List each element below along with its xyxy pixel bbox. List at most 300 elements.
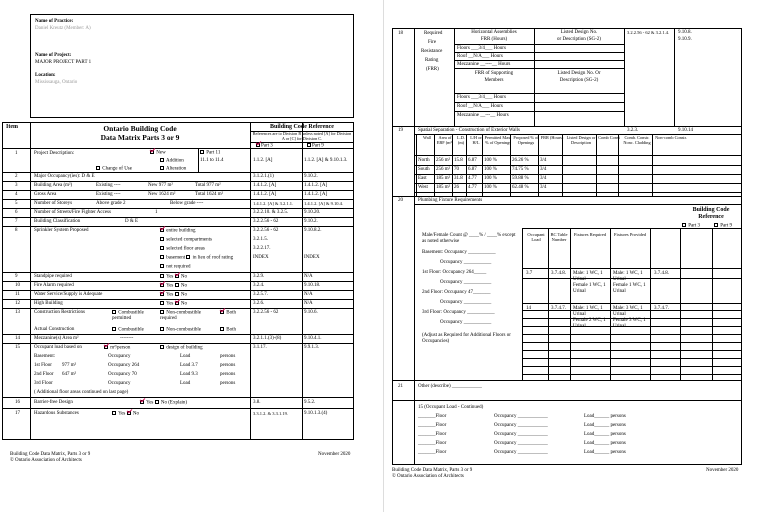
cont-occupancy[interactable]: Occupancy ____________ xyxy=(494,441,548,446)
ref-part3: 3.2.9. xyxy=(253,274,265,279)
spatial-cell[interactable]: 100 % xyxy=(484,167,497,172)
m2-person-checkbox[interactable] xyxy=(104,345,108,349)
opt-part11: Part 11 xyxy=(200,150,220,156)
yes-no: Yes No xyxy=(160,274,187,280)
ref-part9: 9.9.1.3. xyxy=(304,345,319,350)
spatial-cell[interactable]: 70 xyxy=(454,167,459,172)
selected-floor-checkbox[interactable] xyxy=(160,246,164,250)
ref-part3: 1.1.2. [A] xyxy=(253,158,273,163)
row-number: 8 xyxy=(15,228,18,233)
basement-occ[interactable]: Basement: Occupancy ___________ xyxy=(422,250,496,255)
row-number: 16 xyxy=(15,400,20,405)
ref-part3: 3.2.5.7. xyxy=(253,292,268,297)
project-header-box xyxy=(30,14,354,118)
persons-label: persons xyxy=(220,381,236,386)
frr-label: Fire xyxy=(428,40,437,45)
actual-noncombustible-checkbox[interactable] xyxy=(160,327,164,331)
cont-occupancy[interactable]: Occupancy ____________ xyxy=(494,423,548,428)
spatial-col-header: Non-comb Constr. xyxy=(655,135,687,140)
actual-construction-label: Actual Construction xyxy=(34,327,75,332)
spatial-cell[interactable]: 59.88 % xyxy=(512,176,529,181)
first-floor-occ2[interactable]: Occupancy ___________ xyxy=(440,280,492,285)
row-number: 13 xyxy=(15,310,20,315)
ref-part9: 1.4.1.2. [A] xyxy=(304,192,328,197)
yes-no: Yes No xyxy=(112,411,139,417)
part9-checkbox[interactable] xyxy=(307,143,311,147)
ref-part3: 3.3.1.2. & 3.3.1.19. xyxy=(253,411,289,416)
second-floor-occ[interactable]: 2nd Floor: Occupancy 47_______ xyxy=(422,290,491,295)
row-number: 19 xyxy=(398,128,403,133)
no-checkbox[interactable] xyxy=(175,301,179,305)
second-floor-occ2[interactable]: Occupancy ___________ xyxy=(440,300,492,305)
spatial-cell[interactable]: 4.77 xyxy=(468,185,477,190)
change-of-use-checkbox[interactable] xyxy=(96,166,100,170)
ref-part3: 3.2.4. xyxy=(253,283,265,288)
ref-part9: INDEX xyxy=(304,255,320,260)
ref-part9: 9.10.9. xyxy=(678,37,692,42)
no-checkbox[interactable] xyxy=(155,400,159,404)
row-number: 17 xyxy=(15,411,20,416)
addition-checkbox[interactable] xyxy=(160,158,164,162)
roof-rating-checkbox[interactable] xyxy=(186,255,190,259)
construction-opt: Non-combustible required xyxy=(160,310,201,322)
opt-alteration: Alteration xyxy=(160,166,186,172)
fixtures-provided[interactable]: Male: 3 WC, 1 Urinal xyxy=(613,306,643,317)
plumbing-load[interactable]: 3.7 xyxy=(526,271,533,276)
part9-opt: Part 9 xyxy=(714,223,732,229)
floors-supporting[interactable]: Floors ___3/4___ Hours xyxy=(457,95,506,100)
horizontal-assemblies-header: Horizontal Assemblies xyxy=(471,30,517,35)
footer-date: November 2020 xyxy=(318,452,351,457)
row-number: 12 xyxy=(15,301,20,306)
total-field[interactable]: Total 1624 m² xyxy=(195,192,224,197)
spatial-cell[interactable]: 62.48 % xyxy=(512,185,529,190)
third-floor-occ2[interactable]: Occupancy ___________ xyxy=(440,320,492,325)
fixtures-provided[interactable]: Female 3 WC, 1 Urinal xyxy=(613,318,646,329)
yes-checkbox[interactable] xyxy=(140,400,144,404)
listed-design-header: Listed Design No. Or xyxy=(557,71,601,76)
roof-supporting[interactable]: Roof __N/A___ Hours xyxy=(457,104,503,109)
spatial-cell[interactable]: 3/4 xyxy=(540,176,547,181)
spatial-cell[interactable]: 100 % xyxy=(484,185,497,190)
row-label: Plumbing Fixture Requirements xyxy=(418,198,483,203)
spatial-cell[interactable]: 100 % xyxy=(484,158,497,163)
spatial-cell[interactable]: 256 m² xyxy=(436,158,451,163)
row-number: 15 xyxy=(15,345,20,350)
item-header: Item xyxy=(6,124,18,130)
floors-frr[interactable]: Floors ___3/4___ Hours xyxy=(457,46,506,51)
plumbing-ref: 3.7.4.8. xyxy=(654,271,669,276)
cont-floor[interactable]: _______Floor xyxy=(418,432,447,437)
ref-part3: 3.2.2.56 - 62 xyxy=(253,310,279,315)
frr-label: Required xyxy=(424,31,443,36)
sprinkler-opt: not required xyxy=(160,264,191,270)
load-label: Load xyxy=(180,381,191,386)
new-field[interactable]: New 1624 m² xyxy=(148,192,176,197)
fixtures-required[interactable]: Male: 1 WC, 1 Urinal xyxy=(573,306,603,317)
cont-load[interactable]: Load______ persons xyxy=(584,441,626,446)
location-label: Location: xyxy=(35,73,56,78)
plumbing-table-number[interactable]: 3.7.4.7. xyxy=(551,306,566,311)
third-floor-occ[interactable]: 3rd Floor: Occupancy ___________ xyxy=(422,310,495,315)
spatial-cell[interactable]: 6.87 xyxy=(468,158,477,163)
yes-no: Yes No xyxy=(160,292,187,298)
plumbing-load[interactable]: 14 xyxy=(526,306,531,311)
part11-range: 11.1 to 11.4 xyxy=(200,158,224,163)
ref-part9: 9.10.20. xyxy=(304,210,321,215)
row-number: 1 xyxy=(15,151,18,156)
ref-part9: N/A xyxy=(304,292,313,297)
cont-floor[interactable]: _______Floor xyxy=(418,414,447,419)
row-label: Major Occupancy(ies): D & E xyxy=(34,174,95,179)
actual-opt: Both xyxy=(220,327,236,333)
sprinkler-opt: basement in lieu of roof rating xyxy=(160,255,233,261)
frr-supporting-header: FRR of Supporting xyxy=(474,71,514,76)
floor-area: 977 m² xyxy=(62,363,77,368)
row-number: 10 xyxy=(15,283,20,288)
floor-area: 647 m² xyxy=(62,372,77,377)
floor-label: 3rd Floor xyxy=(34,381,53,386)
spatial-col-header: Proposed % of Openings xyxy=(513,135,539,145)
not-required-checkbox[interactable] xyxy=(160,264,164,268)
continued-label: 15 (Occupant Load - Continued) xyxy=(418,405,484,410)
part3-header: Part 3 xyxy=(256,143,273,149)
cont-load[interactable]: Load______ persons xyxy=(584,414,626,419)
spatial-cell[interactable]: 185 m² xyxy=(436,185,451,190)
yes-no: Yes No (Explain) xyxy=(140,400,187,406)
roof-frr[interactable]: Roof __N/A___ Hours xyxy=(457,54,503,59)
ref-part9: N/A xyxy=(304,301,313,306)
spatial-cell[interactable]: 3/4 xyxy=(540,158,547,163)
row-label: Construction Restrictions xyxy=(34,310,85,315)
spatial-cell[interactable]: 256 m² xyxy=(436,167,451,172)
ref-part3: INDEX xyxy=(253,255,269,260)
load-field[interactable]: Load 3.7 xyxy=(180,363,198,368)
row-label: Standpipe required xyxy=(34,274,72,279)
spatial-cell[interactable]: West xyxy=(418,185,428,190)
row-number: 2 xyxy=(15,174,18,179)
existing-field[interactable]: Existing ---- xyxy=(96,183,121,188)
row-value[interactable]: 1 xyxy=(155,210,158,215)
spatial-cell[interactable]: North xyxy=(418,158,430,163)
ref-part3: 1.4.1.2. [A] & 3.2.1.1. xyxy=(253,201,294,206)
cont-floor[interactable]: _______Floor xyxy=(418,441,447,446)
persons-label: persons xyxy=(220,363,236,368)
ref-part9: 1.4.1.2. [A] & 9.10.4. xyxy=(304,201,343,206)
footer-title: Building Code Data Matrix, Parts 3 or 9 xyxy=(10,452,91,457)
occupancy-label: Occupancy xyxy=(108,354,131,359)
alteration-checkbox[interactable] xyxy=(160,166,164,170)
row-label: Water Service/Supply is Adequate xyxy=(34,292,103,297)
adjust-note: (Adjust as Required for Additional Floors or Occupancies) xyxy=(422,333,511,344)
yes-checkbox[interactable] xyxy=(160,283,164,287)
ref-part9: 9.10.1.3.(4) xyxy=(304,411,328,416)
actual-opt: Non-combustible xyxy=(160,327,201,333)
fixtures-provided[interactable]: Female 1 WC, 1 Urinal xyxy=(613,283,646,294)
no-checkbox[interactable] xyxy=(175,292,179,296)
entire-building-checkbox[interactable] xyxy=(160,228,164,232)
cont-load[interactable]: Load______ persons xyxy=(584,423,626,428)
spatial-cell[interactable]: 3/4 xyxy=(540,167,547,172)
yes-checkbox[interactable] xyxy=(160,301,164,305)
actual-both-checkbox[interactable] xyxy=(220,327,224,331)
row-number: 20 xyxy=(398,198,403,203)
opt-addition: Addition xyxy=(160,158,184,164)
cont-load[interactable]: Load______ persons xyxy=(584,432,626,437)
ref-part3: 3.2.2.17. xyxy=(253,246,271,251)
spatial-col-header: L/H or H/L xyxy=(470,135,482,145)
mezzanine-supporting[interactable]: Mezzanine __---__ Hours xyxy=(457,113,509,118)
load-field[interactable]: Load 9.3 xyxy=(180,372,198,377)
occupancy-field[interactable]: Occupancy 70 xyxy=(108,372,137,377)
new-checkbox[interactable] xyxy=(150,150,154,154)
row-value[interactable]: -------- xyxy=(120,336,134,341)
occupant-opt: m²/person xyxy=(104,345,130,351)
spatial-col-header: Permitted Max. % of Openings xyxy=(484,135,512,145)
spatial-col-header: Wall xyxy=(422,135,431,140)
continued-note: ( Additional floor areas continued on last page) xyxy=(34,390,129,395)
design-building-checkbox[interactable] xyxy=(160,345,164,349)
occupancy-field[interactable]: Occupancy 264 xyxy=(108,363,140,368)
row-label: Hazardous Substances xyxy=(34,411,79,416)
spatial-col-header: L.D. (m) xyxy=(457,135,465,145)
existing-field[interactable]: Existing ---- xyxy=(96,192,121,197)
plumbing-col-header: Fixtures Provided xyxy=(613,232,647,237)
row-label: Mezzanine(s) Area m² xyxy=(34,336,79,341)
first-floor-occ[interactable]: 1st Floor: Occupancy 264_____ xyxy=(422,270,487,275)
opt-new: New xyxy=(150,150,166,156)
occupancy-label: Occupancy xyxy=(108,381,131,386)
row-label: Number of Storeys xyxy=(34,201,73,206)
ref-part3: 3.8. xyxy=(253,400,261,405)
practice-value: Daniel Kreutz (Member: A) xyxy=(35,26,91,31)
ref-part9: 9.10.4.1. xyxy=(304,336,322,341)
ref-part3: 3.2.6. xyxy=(253,301,265,306)
project-label: Name of Project: xyxy=(35,53,72,58)
mezzanine-frr[interactable]: Mezzanine __----__ Hours xyxy=(457,62,511,67)
ref-part3: 1.4.1.2. [A] xyxy=(253,192,277,197)
ref-part3: 3.2.2.10. & 3.2.5. xyxy=(253,210,289,215)
spatial-col-header: Comb. Constr. Nonc. Cladding xyxy=(623,135,651,145)
ref-part3: 3.2.2.56 - 62 & 3.2.1.4. xyxy=(627,30,670,35)
practice-label: Name of Practice: xyxy=(35,19,74,24)
male-female-count[interactable]: Male/Female Count @ ____% / ____% except as noted otherwise xyxy=(422,233,516,244)
floor-label: 1st Floor xyxy=(34,363,52,368)
location-value: Mississauga, Ontario xyxy=(35,80,78,85)
footer-date: November 2020 xyxy=(706,468,739,473)
row-label: Spatial Separation - Construction of Exterior Walls xyxy=(418,128,520,133)
spatial-cell[interactable]: 74.75 % xyxy=(512,167,529,172)
combustible-checkbox[interactable] xyxy=(112,310,116,314)
plumbing-table-number[interactable]: 3.7.4.8. xyxy=(551,271,566,276)
ref-part9: 9.10.2. xyxy=(304,174,318,179)
bc-ref-title: Building Code xyxy=(692,207,730,213)
fixtures-required[interactable]: Female 1 WC, 1 Urinal xyxy=(573,283,606,294)
ref-part3: 3.1.2.1.(1) xyxy=(253,174,274,179)
no-checkbox[interactable] xyxy=(175,283,179,287)
spatial-cell[interactable]: South xyxy=(418,167,430,172)
plumbing-col-header: BC Table Number xyxy=(550,232,568,243)
load-label: Load xyxy=(180,354,191,359)
spatial-cell[interactable]: 15.8 xyxy=(454,158,463,163)
yes-checkbox[interactable] xyxy=(160,274,164,278)
project-value: MAJOR PROJECT PART 1 xyxy=(35,60,92,65)
yes-no: Yes No xyxy=(160,301,187,307)
ref-part3: 3.1.17. xyxy=(253,345,267,350)
frr-hours-header: FRR (Hours) xyxy=(480,37,508,42)
sprinkler-opt: selected floor areas xyxy=(160,246,205,252)
ref-part3: 3.2.2.56 - 62 xyxy=(253,219,279,224)
part3-checkbox[interactable] xyxy=(256,143,260,147)
plumbing-col-header: Occupant Load xyxy=(527,232,545,243)
opt-change-of-use: Change of Use xyxy=(96,166,132,172)
selected-compartments-checkbox[interactable] xyxy=(160,237,164,241)
spatial-col-header: Listed Design or Description xyxy=(566,135,596,145)
row-label: Fire Alarm required xyxy=(34,283,74,288)
ref-part3: 3.2.1.5. xyxy=(253,237,268,242)
ref-part9: 9.10.8. xyxy=(678,30,692,35)
footer-copyright: © Ontario Association of Architects xyxy=(392,474,464,479)
part9-checkbox[interactable] xyxy=(714,223,718,227)
matrix-title-2: Data Matrix Parts 3 or 9 xyxy=(100,133,180,142)
cont-occupancy[interactable]: Occupancy ____________ xyxy=(494,450,548,455)
right-page xyxy=(384,0,768,512)
floor-label: Basement: xyxy=(34,354,56,359)
basement-checkbox[interactable] xyxy=(160,255,164,259)
part3-opt: Part 3 xyxy=(682,223,700,229)
plumbing-ref: 3.7.4.7. xyxy=(654,306,669,311)
both-checkbox[interactable] xyxy=(220,310,224,314)
listed-design-header: Listed Design No. xyxy=(560,30,598,35)
new-field[interactable]: New 977 m² xyxy=(148,183,173,188)
cont-occupancy[interactable]: Occupancy ____________ xyxy=(494,414,548,419)
construction-opt: Both xyxy=(220,310,236,316)
sprinkler-opt: entire building xyxy=(160,228,196,234)
frr-label: Resistance xyxy=(421,49,443,54)
row-label: Gross Area xyxy=(34,192,57,197)
spatial-cell[interactable]: 26 xyxy=(454,185,459,190)
total-field[interactable]: Total 977 m² xyxy=(195,183,221,188)
row-label: Occupant load based on xyxy=(34,345,82,350)
row-label: High Building xyxy=(34,301,63,306)
spatial-col-header: Comb Const xyxy=(598,135,620,140)
part3-checkbox[interactable] xyxy=(682,223,686,227)
ref-part9: 9.5.2. xyxy=(304,400,316,405)
ref-part9: 9.10.18. xyxy=(304,283,321,288)
spatial-cell[interactable]: 26.26 % xyxy=(512,158,529,163)
ref-part9: 9.10.6. xyxy=(304,310,318,315)
cont-load[interactable]: Load______ persons xyxy=(584,450,626,455)
frr-supporting-header: Members xyxy=(484,78,504,83)
persons-label: persons xyxy=(220,372,236,377)
sprinkler-opt: selected compartments xyxy=(160,237,212,243)
row-number: 5 xyxy=(15,201,18,206)
no-checkbox[interactable] xyxy=(175,274,179,278)
frr-label: Rating xyxy=(425,58,439,63)
cont-occupancy[interactable]: Occupancy ____________ xyxy=(494,432,548,437)
spatial-cell[interactable]: 6.87 xyxy=(468,167,477,172)
row-number: 3 xyxy=(15,183,18,188)
ref-part9: N/A xyxy=(304,274,313,279)
listed-design-header: Description (SG-2) xyxy=(559,78,599,83)
row-label: Number of Streets/Fire Fighter Access xyxy=(34,210,111,215)
spatial-cell[interactable]: 31.8 xyxy=(454,176,463,181)
row-label: Building Classification xyxy=(34,219,81,224)
row-number: 14 xyxy=(15,336,20,341)
basement-occ2[interactable]: Occupancy ___________ xyxy=(440,260,492,265)
actual-opt: Combustible xyxy=(112,327,144,333)
ref-part9: 9.10.8.2. xyxy=(304,228,322,233)
ref-part9: 9.10.2. xyxy=(304,219,318,224)
ref-part3: 3.2.1.1.(3)-(8) xyxy=(253,336,282,341)
matrix-title-1: Ontario Building Code xyxy=(103,124,177,133)
yes-checkbox[interactable] xyxy=(160,292,164,296)
persons-label: persons xyxy=(220,354,236,359)
spatial-col-header: Area of EBF (m²) xyxy=(436,135,454,145)
ref-part3: 3.2.3. xyxy=(627,128,639,133)
ref-title: Building Code Reference xyxy=(270,124,334,130)
spatial-cell[interactable]: 3/4 xyxy=(540,185,547,190)
spatial-cell[interactable]: 185 m² xyxy=(436,176,451,181)
row-label: Sprinkler System Proposed xyxy=(34,228,89,233)
row-number: 21 xyxy=(398,384,403,389)
row-number: 9 xyxy=(15,274,18,279)
spatial-col-header: FRR (Hours) xyxy=(540,135,564,140)
row-value[interactable]: D & E xyxy=(125,219,139,224)
row-label: Building Area (m²) xyxy=(34,183,73,188)
cont-floor[interactable]: _______Floor xyxy=(418,423,447,428)
part11-checkbox[interactable] xyxy=(200,150,204,154)
ref-part9: 1.4.1.2. [A] xyxy=(304,183,328,188)
part9-header: Part 9 xyxy=(307,143,324,149)
bc-ref-title: Reference xyxy=(698,214,724,220)
yes-no: Yes No xyxy=(160,283,187,289)
row-number: 18 xyxy=(398,31,403,36)
footer-title: Building Code Data Matrix, Parts 3 or 9 xyxy=(392,468,473,473)
spatial-cell[interactable]: East xyxy=(418,176,427,181)
fixtures-provided[interactable]: Male: 1 WC, 1 Urinal xyxy=(613,271,643,282)
footer-copyright: © Ontario Association of Architects xyxy=(10,458,82,463)
row-number: 11 xyxy=(15,292,20,297)
spatial-cell[interactable]: 4.77 xyxy=(468,176,477,181)
fixtures-required[interactable]: Female 2 WC, 1 Urinal xyxy=(573,318,606,329)
row-number: 6 xyxy=(15,210,18,215)
actual-combustible-checkbox[interactable] xyxy=(112,327,116,331)
fixtures-required[interactable]: Male: 1 WC, 1 Urinal xyxy=(573,271,603,282)
spatial-cell[interactable]: 100 % xyxy=(484,176,497,181)
other-describe[interactable]: Other (describe) ____________ xyxy=(418,384,482,389)
row-number: 7 xyxy=(15,219,18,224)
ref-part9: 9.10.14 xyxy=(678,128,693,133)
above-grade-field[interactable]: Above grade 2 xyxy=(96,201,126,206)
cont-floor[interactable]: _______Floor xyxy=(418,450,447,455)
construction-opt: Combustible permitted xyxy=(112,310,144,322)
row-number: 4 xyxy=(15,192,18,197)
yes-checkbox[interactable] xyxy=(112,411,116,415)
listed-design-header: or Description (SG-2) xyxy=(557,37,601,42)
ref-note: References are to Division B unless noted [A] for Division A or [C] for Division C. xyxy=(252,131,352,141)
frr-label: (FRR) xyxy=(426,67,439,72)
no-checkbox[interactable] xyxy=(127,411,131,415)
row-label: Project Description: xyxy=(34,151,75,156)
row-label: Barrier-free Design xyxy=(34,400,73,405)
floor-label: 2nd Floor xyxy=(34,372,54,377)
noncombustible-checkbox[interactable] xyxy=(160,310,164,314)
ref-part3: 3.2.2.56 - 62 xyxy=(253,228,279,233)
occupant-opt: design of building xyxy=(160,345,203,351)
ref-part9: 1.1.2. [A] & 9.10.1.3. xyxy=(304,158,348,163)
below-grade-field[interactable]: Below grade ---- xyxy=(170,201,204,206)
